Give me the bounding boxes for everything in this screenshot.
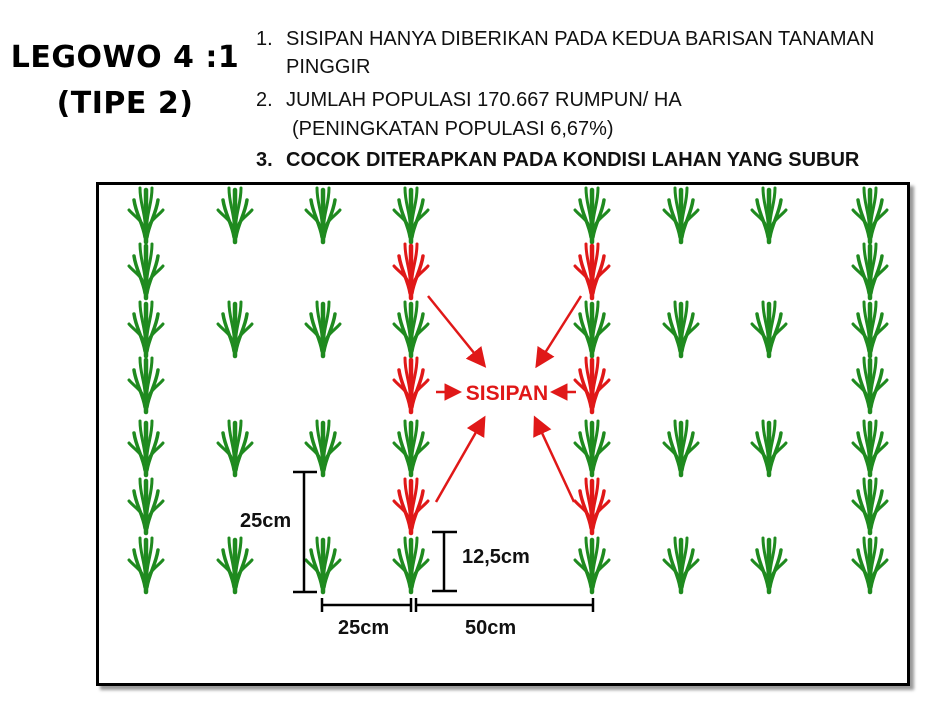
arrow-top-right: [538, 296, 581, 364]
rice-plant-icon: [853, 538, 887, 592]
rice-plant-icon: [129, 302, 163, 356]
note-2-number: 2.: [256, 89, 273, 111]
inserted-rice-plant-icon: [394, 244, 428, 298]
rice-plant-icon: [129, 538, 163, 592]
note-3-number: 3.: [256, 149, 273, 171]
rice-plant-icon: [853, 188, 887, 242]
rice-plant-icon: [394, 188, 428, 242]
note-2-continued: (PENINGKATAN POPULASI 6,67%): [292, 118, 614, 140]
arrow-top-left: [428, 296, 483, 364]
dimension-row-spacing-label: 25cm: [240, 510, 292, 532]
diagram-title-line2: (TIPE 2): [56, 86, 194, 121]
dimension-column-spacing-label: 25cm: [338, 617, 390, 639]
rice-plant-icon: [853, 421, 887, 475]
rice-plant-icon: [129, 244, 163, 298]
rice-plant-icon: [218, 421, 252, 475]
rice-plant-icon: [664, 188, 698, 242]
rice-plant-icon: [664, 302, 698, 356]
rice-plant-icon: [394, 421, 428, 475]
rice-plant-icon: [575, 188, 609, 242]
rice-plant-icon: [129, 421, 163, 475]
dimension-legowo-gap-label: 50cm: [465, 617, 517, 639]
note-1-number: 1.: [256, 28, 273, 50]
note-1-continued: PINGGIR: [286, 56, 371, 78]
rice-plant-icon: [664, 538, 698, 592]
rice-plant-icon: [752, 302, 786, 356]
rice-plant-icon: [575, 421, 609, 475]
note-3-text: COCOK DITERAPKAN PADA KONDISI LAHAN YANG SUBUR: [286, 149, 860, 171]
rice-plant-icon: [853, 358, 887, 412]
rice-plant-icon: [853, 244, 887, 298]
rice-plant-icon: [752, 188, 786, 242]
rice-plant-icon: [394, 538, 428, 592]
dimension-column-spacing: [322, 598, 411, 612]
rice-plant-icon: [853, 302, 887, 356]
rice-plant-icon: [575, 302, 609, 356]
inserted-rice-plant-icon: [575, 479, 609, 533]
arrow-bottom-left: [436, 420, 483, 502]
inserted-rice-plant-icon: [394, 479, 428, 533]
rice-plant-icon: [306, 538, 340, 592]
rice-plant-icon: [218, 538, 252, 592]
inserted-rice-plant-icon: [575, 358, 609, 412]
inserted-rice-plant-icon: [575, 244, 609, 298]
arrow-bottom-right: [536, 420, 574, 502]
rice-plant-icon: [129, 358, 163, 412]
diagram-title-line1: LEGOWO 4 :1: [10, 40, 240, 75]
rice-plant-icon: [664, 421, 698, 475]
rice-plant-icon: [306, 302, 340, 356]
dimension-insert-spacing: [432, 532, 457, 591]
rice-plant-icon: [394, 302, 428, 356]
rice-plant-icon: [752, 421, 786, 475]
inserted-rice-plant-icon: [394, 358, 428, 412]
note-1-text: SISIPAN HANYA DIBERIKAN PADA KEDUA BARISAN TANAMAN: [286, 28, 875, 50]
rice-plant-icon: [853, 479, 887, 533]
rice-plant-icon: [752, 538, 786, 592]
rice-plant-icon: [218, 302, 252, 356]
rice-plant-icon: [306, 188, 340, 242]
sisipan-label: SISIPAN: [465, 382, 549, 405]
dimension-legowo-gap: [416, 598, 593, 612]
rice-plant-icon: [129, 479, 163, 533]
rice-plant-icon: [218, 188, 252, 242]
dimension-insert-spacing-label: 12,5cm: [462, 546, 530, 568]
rice-plant-icon: [575, 538, 609, 592]
rice-plant-icon: [306, 421, 340, 475]
dimension-row-spacing: [293, 472, 317, 592]
rice-plant-icon: [129, 188, 163, 242]
note-2-text: JUMLAH POPULASI 170.667 RUMPUN/ HA: [286, 89, 682, 111]
